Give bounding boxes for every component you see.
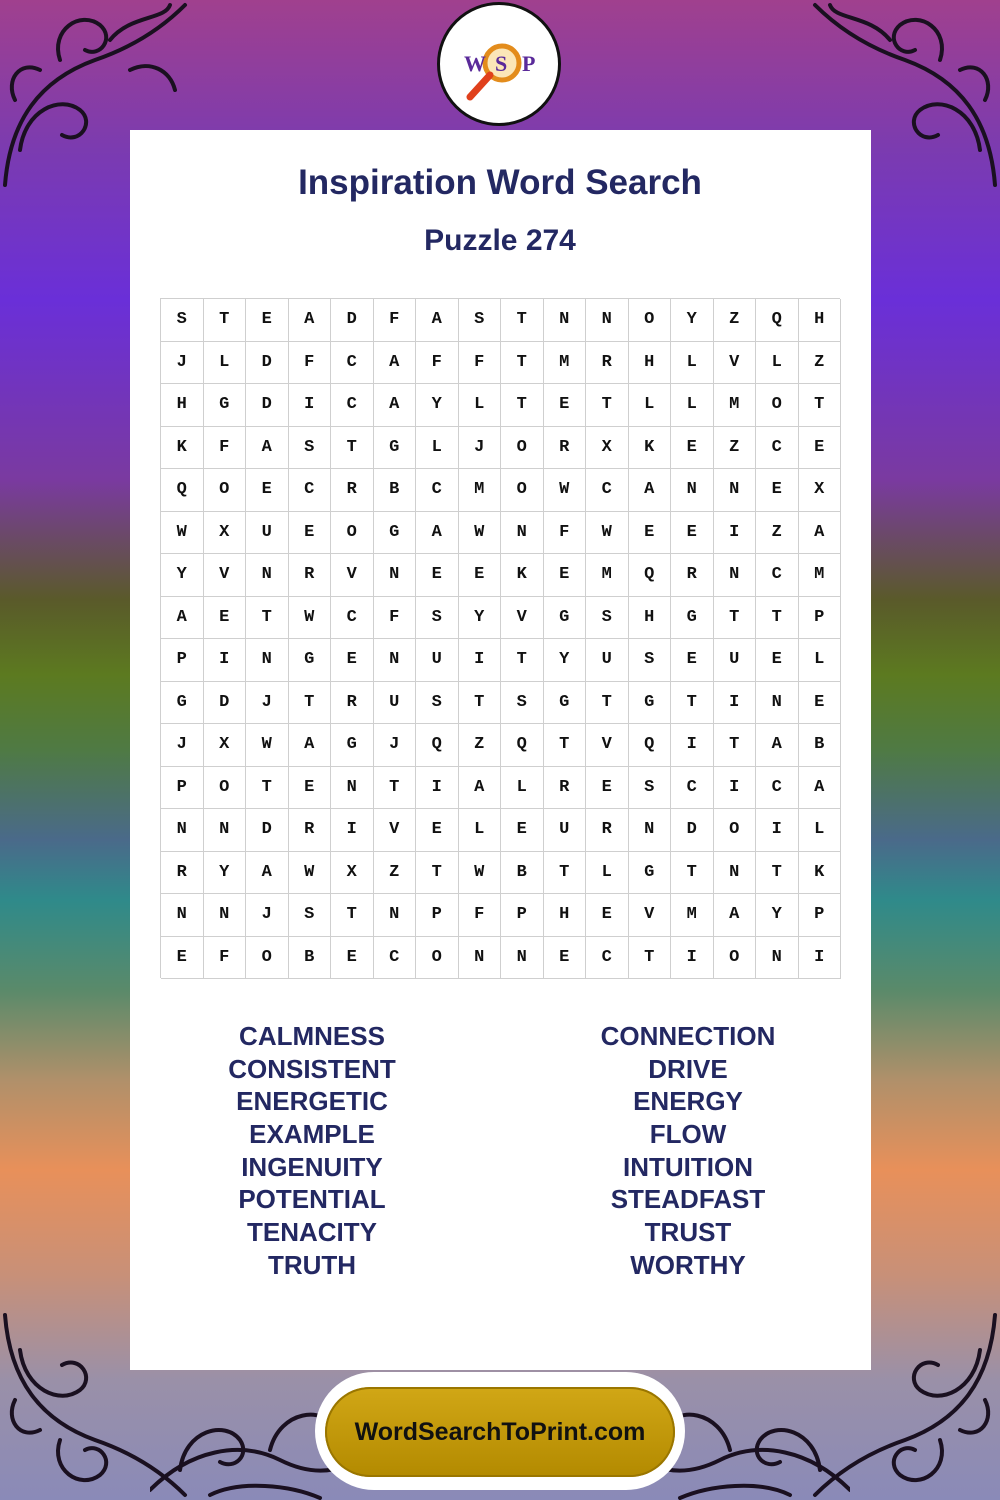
grid-cell[interactable]: C	[671, 767, 714, 810]
grid-cell[interactable]: E	[289, 512, 332, 555]
grid-cell[interactable]: R	[289, 554, 332, 597]
grid-cell[interactable]: M	[714, 384, 757, 427]
grid-cell[interactable]: I	[799, 937, 842, 980]
website-link-button[interactable]: WordSearchToPrint.com	[325, 1387, 675, 1477]
grid-cell[interactable]: S	[416, 597, 459, 640]
grid-cell[interactable]: I	[714, 767, 757, 810]
grid-cell[interactable]: L	[629, 384, 672, 427]
grid-cell[interactable]: G	[544, 682, 587, 725]
grid-cell[interactable]: N	[374, 894, 417, 937]
grid-cell[interactable]: G	[671, 597, 714, 640]
grid-cell[interactable]: M	[586, 554, 629, 597]
grid-cell[interactable]: A	[374, 384, 417, 427]
word-list-item: EXAMPLE	[249, 1119, 375, 1150]
grid-cell[interactable]: M	[671, 894, 714, 937]
grid-cell[interactable]: X	[331, 852, 374, 895]
grid-cell[interactable]: P	[416, 894, 459, 937]
grid-cell[interactable]: O	[629, 299, 672, 342]
grid-cell[interactable]: W	[289, 597, 332, 640]
grid-cell[interactable]: S	[459, 299, 502, 342]
grid-cell[interactable]: E	[586, 894, 629, 937]
grid-cell[interactable]: G	[161, 682, 204, 725]
grid-cell[interactable]: I	[671, 724, 714, 767]
grid-cell[interactable]: X	[204, 512, 247, 555]
logo-letter-s: S	[495, 51, 508, 76]
grid-cell[interactable]: N	[459, 937, 502, 980]
grid-cell[interactable]: T	[586, 682, 629, 725]
grid-cell[interactable]: E	[416, 809, 459, 852]
word-list-item: POTENTIAL	[238, 1184, 386, 1215]
grid-cell[interactable]: P	[161, 767, 204, 810]
grid-cell[interactable]: Q	[161, 469, 204, 512]
word-list-item: STEADFAST	[610, 1184, 766, 1215]
grid-cell[interactable]: S	[289, 894, 332, 937]
grid-cell[interactable]: W	[459, 512, 502, 555]
grid-cell[interactable]: Z	[714, 427, 757, 470]
grid-cell[interactable]: N	[714, 554, 757, 597]
word-list-item: CONSISTENT	[228, 1053, 396, 1084]
grid-cell[interactable]: R	[544, 767, 587, 810]
grid-cell[interactable]: T	[501, 342, 544, 385]
grid-cell[interactable]: E	[289, 767, 332, 810]
grid-cell[interactable]: O	[501, 469, 544, 512]
grid-cell[interactable]: Z	[799, 342, 842, 385]
logo-letter-p: P	[522, 51, 536, 76]
grid-cell[interactable]: L	[204, 342, 247, 385]
grid-cell[interactable]: S	[416, 682, 459, 725]
grid-cell[interactable]: V	[204, 554, 247, 597]
grid-cell[interactable]: T	[246, 597, 289, 640]
grid-cell[interactable]: Y	[416, 384, 459, 427]
grid-cell[interactable]: A	[416, 512, 459, 555]
grid-cell[interactable]: R	[544, 427, 587, 470]
grid-cell[interactable]: O	[501, 427, 544, 470]
word-list-item: DRIVE	[648, 1053, 728, 1084]
grid-cell[interactable]: C	[756, 554, 799, 597]
word-list-item: WORTHY	[630, 1249, 746, 1280]
grid-cell[interactable]: A	[374, 342, 417, 385]
grid-cell[interactable]: C	[586, 937, 629, 980]
grid-cell[interactable]: G	[289, 639, 332, 682]
grid-cell[interactable]: I	[756, 809, 799, 852]
grid-cell[interactable]: K	[161, 427, 204, 470]
grid-cell[interactable]: T	[714, 724, 757, 767]
logo-letter-w: W	[464, 51, 486, 76]
grid-cell[interactable]: A	[289, 299, 332, 342]
grid-cell[interactable]: W	[246, 724, 289, 767]
grid-cell[interactable]: H	[799, 299, 842, 342]
grid-cell[interactable]: G	[204, 384, 247, 427]
grid-cell[interactable]: A	[289, 724, 332, 767]
grid-cell[interactable]: A	[799, 767, 842, 810]
grid-cell[interactable]: H	[161, 384, 204, 427]
grid-cell[interactable]: A	[756, 724, 799, 767]
grid-cell[interactable]: W	[586, 512, 629, 555]
grid-cell[interactable]: Q	[629, 554, 672, 597]
grid-cell[interactable]: T	[586, 384, 629, 427]
grid-cell[interactable]: N	[501, 937, 544, 980]
grid-cell[interactable]: C	[756, 427, 799, 470]
grid-cell[interactable]: L	[501, 767, 544, 810]
grid-cell[interactable]: T	[671, 682, 714, 725]
grid-cell[interactable]: V	[586, 724, 629, 767]
grid-cell[interactable]: E	[586, 767, 629, 810]
grid-cell[interactable]: G	[331, 724, 374, 767]
grid-cell[interactable]: E	[671, 639, 714, 682]
grid-cell[interactable]: E	[246, 299, 289, 342]
grid-cell[interactable]: E	[501, 809, 544, 852]
grid-cell[interactable]: K	[501, 554, 544, 597]
grid-cell[interactable]: U	[416, 639, 459, 682]
grid-cell[interactable]: P	[161, 639, 204, 682]
grid-cell[interactable]: L	[671, 384, 714, 427]
grid-cell[interactable]: E	[204, 597, 247, 640]
grid-cell[interactable]: I	[671, 937, 714, 980]
grid-cell[interactable]: D	[204, 682, 247, 725]
grid-cell[interactable]: L	[799, 639, 842, 682]
grid-cell[interactable]: L	[799, 809, 842, 852]
grid-cell[interactable]: T	[331, 894, 374, 937]
grid-cell[interactable]: A	[161, 597, 204, 640]
grid-cell[interactable]: C	[416, 469, 459, 512]
word-list-item: TENACITY	[247, 1217, 377, 1248]
grid-cell[interactable]: Z	[374, 852, 417, 895]
grid-cell[interactable]: D	[246, 384, 289, 427]
grid-cell[interactable]: G	[629, 682, 672, 725]
grid-cell[interactable]: T	[289, 682, 332, 725]
grid-cell[interactable]: Y	[671, 299, 714, 342]
grid-cell[interactable]: B	[289, 937, 332, 980]
grid-cell[interactable]: W	[289, 852, 332, 895]
grid-cell[interactable]: D	[246, 809, 289, 852]
grid-cell[interactable]: N	[204, 894, 247, 937]
grid-cell[interactable]: E	[459, 554, 502, 597]
grid-cell[interactable]: T	[501, 299, 544, 342]
grid-cell[interactable]: C	[756, 767, 799, 810]
grid-cell[interactable]: R	[671, 554, 714, 597]
grid-cell[interactable]: C	[289, 469, 332, 512]
grid-cell[interactable]: A	[714, 894, 757, 937]
grid-cell[interactable]: F	[374, 299, 417, 342]
grid-cell[interactable]: N	[714, 852, 757, 895]
grid-cell[interactable]: E	[416, 554, 459, 597]
grid-cell[interactable]: L	[586, 852, 629, 895]
word-list-item: INGENUITY	[241, 1151, 383, 1182]
grid-cell[interactable]: F	[374, 597, 417, 640]
grid-cell[interactable]: W	[544, 469, 587, 512]
grid-cell[interactable]: I	[289, 384, 332, 427]
grid-cell[interactable]: Y	[756, 894, 799, 937]
grid-cell[interactable]: S	[501, 682, 544, 725]
grid-cell[interactable]: H	[629, 597, 672, 640]
grid-cell[interactable]: O	[204, 767, 247, 810]
grid-cell[interactable]: I	[714, 512, 757, 555]
grid-cell[interactable]: E	[799, 682, 842, 725]
grid-cell[interactable]: S	[289, 427, 332, 470]
grid-cell[interactable]: P	[799, 597, 842, 640]
grid-cell[interactable]: N	[331, 767, 374, 810]
grid-cell[interactable]: L	[756, 342, 799, 385]
grid-cell[interactable]: A	[459, 767, 502, 810]
grid-cell[interactable]: I	[331, 809, 374, 852]
grid-cell[interactable]: U	[586, 639, 629, 682]
word-list-item: CALMNESS	[239, 1021, 385, 1051]
grid-cell[interactable]: W	[459, 852, 502, 895]
grid-cell[interactable]: P	[501, 894, 544, 937]
grid-cell[interactable]: R	[331, 682, 374, 725]
grid-cell[interactable]: H	[544, 894, 587, 937]
grid-cell[interactable]: F	[204, 937, 247, 980]
grid-cell[interactable]: T	[629, 937, 672, 980]
grid-cell[interactable]: N	[161, 809, 204, 852]
grid-cell[interactable]: V	[331, 554, 374, 597]
grid-cell[interactable]: C	[374, 937, 417, 980]
grid-cell[interactable]: N	[501, 512, 544, 555]
grid-cell[interactable]: S	[161, 299, 204, 342]
grid-cell[interactable]: J	[374, 724, 417, 767]
grid-cell[interactable]: Y	[459, 597, 502, 640]
grid-cell[interactable]: G	[629, 852, 672, 895]
grid-cell[interactable]: J	[459, 427, 502, 470]
grid-cell[interactable]: I	[459, 639, 502, 682]
grid-cell[interactable]: C	[331, 384, 374, 427]
grid-cell[interactable]: A	[416, 299, 459, 342]
grid-cell[interactable]: L	[459, 384, 502, 427]
grid-cell[interactable]: Q	[501, 724, 544, 767]
grid-cell[interactable]: Y	[544, 639, 587, 682]
puzzle-number: Puzzle 274	[424, 224, 576, 257]
grid-cell[interactable]: T	[544, 852, 587, 895]
grid-cell[interactable]: G	[544, 597, 587, 640]
grid-cell[interactable]: P	[799, 894, 842, 937]
grid-cell[interactable]: N	[586, 299, 629, 342]
grid-cell[interactable]: R	[586, 342, 629, 385]
grid-cell[interactable]: E	[756, 639, 799, 682]
grid-cell[interactable]: J	[246, 894, 289, 937]
grid-cell[interactable]: V	[714, 342, 757, 385]
grid-cell[interactable]: B	[501, 852, 544, 895]
grid-cell[interactable]: F	[416, 342, 459, 385]
grid-cell[interactable]: F	[459, 342, 502, 385]
grid-cell[interactable]: M	[459, 469, 502, 512]
word-list-item: INTUITION	[623, 1151, 753, 1182]
grid-cell[interactable]: S	[586, 597, 629, 640]
grid-cell[interactable]: T	[671, 852, 714, 895]
grid-cell[interactable]: E	[331, 937, 374, 980]
grid-cell[interactable]: V	[629, 894, 672, 937]
grid-cell[interactable]: A	[246, 852, 289, 895]
grid-cell[interactable]: E	[671, 427, 714, 470]
grid-cell[interactable]: T	[756, 852, 799, 895]
grid-cell[interactable]: N	[714, 469, 757, 512]
grid-cell[interactable]: F	[544, 512, 587, 555]
grid-cell[interactable]: U	[374, 682, 417, 725]
grid-cell[interactable]: T	[714, 597, 757, 640]
grid-cell[interactable]: T	[501, 384, 544, 427]
grid-cell[interactable]: J	[161, 724, 204, 767]
word-list-right	[538, 1020, 838, 1282]
grid-cell[interactable]: E	[629, 512, 672, 555]
grid-cell[interactable]: I	[416, 767, 459, 810]
word-list-item: CONNECTION	[600, 1021, 776, 1051]
word-list-item: ENERGETIC	[236, 1086, 388, 1117]
grid-cell[interactable]: C	[586, 469, 629, 512]
grid-cell[interactable]: E	[544, 937, 587, 980]
grid-cell[interactable]: B	[374, 469, 417, 512]
grid-cell[interactable]: F	[289, 342, 332, 385]
grid-cell[interactable]: T	[246, 767, 289, 810]
grid-cell[interactable]: J	[161, 342, 204, 385]
grid-cell[interactable]: O	[714, 937, 757, 980]
site-logo[interactable]	[437, 2, 561, 126]
grid-cell[interactable]: T	[204, 299, 247, 342]
grid-cell[interactable]: E	[544, 384, 587, 427]
grid-cell[interactable]: E	[799, 427, 842, 470]
grid-cell[interactable]: T	[501, 639, 544, 682]
grid-cell[interactable]: E	[544, 554, 587, 597]
grid-cell[interactable]: F	[204, 427, 247, 470]
grid-cell[interactable]: Q	[416, 724, 459, 767]
grid-cell[interactable]: Y	[204, 852, 247, 895]
grid-cell[interactable]: O	[756, 384, 799, 427]
grid-cell[interactable]: A	[799, 512, 842, 555]
page-title: Inspiration Word Search	[298, 163, 702, 202]
grid-cell[interactable]: W	[161, 512, 204, 555]
grid-cell[interactable]: Q	[629, 724, 672, 767]
grid-cell[interactable]: E	[756, 469, 799, 512]
grid-cell[interactable]: R	[331, 469, 374, 512]
grid-cell[interactable]: N	[544, 299, 587, 342]
grid-cell[interactable]: O	[246, 937, 289, 980]
word-list-left	[162, 1020, 462, 1282]
grid-cell[interactable]: O	[416, 937, 459, 980]
grid-cell[interactable]: R	[586, 809, 629, 852]
grid-cell[interactable]: D	[331, 299, 374, 342]
grid-cell[interactable]: O	[331, 512, 374, 555]
grid-cell[interactable]: I	[204, 639, 247, 682]
grid-cell[interactable]: S	[629, 767, 672, 810]
grid-cell[interactable]: C	[331, 342, 374, 385]
grid-cell[interactable]: U	[544, 809, 587, 852]
grid-cell[interactable]: E	[246, 469, 289, 512]
grid-cell[interactable]: O	[204, 469, 247, 512]
grid-cell[interactable]: X	[204, 724, 247, 767]
grid-cell[interactable]: N	[161, 894, 204, 937]
word-list-item: TRUTH	[267, 1249, 357, 1280]
grid-cell[interactable]: Q	[756, 299, 799, 342]
grid-cell[interactable]: E	[331, 639, 374, 682]
grid-cell[interactable]: N	[374, 554, 417, 597]
grid-cell[interactable]: T	[799, 384, 842, 427]
grid-cell[interactable]: T	[756, 597, 799, 640]
grid-cell[interactable]: D	[671, 809, 714, 852]
grid-cell[interactable]: T	[416, 852, 459, 895]
grid-cell[interactable]: B	[799, 724, 842, 767]
grid-cell[interactable]: F	[459, 894, 502, 937]
grid-cell[interactable]: E	[161, 937, 204, 980]
grid-cell[interactable]: X	[799, 469, 842, 512]
grid-cell[interactable]: O	[714, 809, 757, 852]
magnifier-icon	[440, 5, 558, 123]
grid-cell[interactable]: U	[714, 639, 757, 682]
grid-cell[interactable]: L	[416, 427, 459, 470]
grid-cell[interactable]: A	[629, 469, 672, 512]
grid-cell[interactable]: G	[374, 512, 417, 555]
grid-cell[interactable]: C	[331, 597, 374, 640]
grid-cell[interactable]: G	[374, 427, 417, 470]
grid-cell[interactable]: N	[756, 682, 799, 725]
grid-cell[interactable]: N	[756, 937, 799, 980]
grid-cell[interactable]: T	[331, 427, 374, 470]
grid-cell[interactable]: T	[544, 724, 587, 767]
grid-cell[interactable]: X	[586, 427, 629, 470]
grid-cell[interactable]: N	[629, 809, 672, 852]
grid-cell[interactable]: U	[246, 512, 289, 555]
grid-cell[interactable]: M	[799, 554, 842, 597]
word-list-item: ENERGY	[633, 1086, 743, 1117]
grid-cell[interactable]: D	[246, 342, 289, 385]
grid-cell[interactable]: M	[544, 342, 587, 385]
grid-cell[interactable]: I	[714, 682, 757, 725]
grid-cell[interactable]: N	[246, 639, 289, 682]
grid-cell[interactable]: A	[246, 427, 289, 470]
grid-cell[interactable]: V	[501, 597, 544, 640]
grid-cell[interactable]: H	[629, 342, 672, 385]
grid-cell[interactable]: Z	[756, 512, 799, 555]
grid-cell[interactable]: T	[374, 767, 417, 810]
grid-cell[interactable]: J	[246, 682, 289, 725]
grid-cell[interactable]: T	[459, 682, 502, 725]
word-list-item: TRUST	[644, 1217, 732, 1248]
grid-cell[interactable]: L	[671, 342, 714, 385]
letter-grid	[160, 298, 840, 978]
word-list-item: FLOW	[649, 1119, 727, 1150]
grid-cell[interactable]: N	[374, 639, 417, 682]
grid-cell[interactable]: V	[374, 809, 417, 852]
grid-cell[interactable]: S	[629, 639, 672, 682]
grid-cell[interactable]: K	[799, 852, 842, 895]
grid-cell[interactable]: Z	[459, 724, 502, 767]
grid-cell[interactable]: E	[671, 512, 714, 555]
grid-cell[interactable]: N	[204, 809, 247, 852]
grid-cell[interactable]: K	[629, 427, 672, 470]
grid-cell[interactable]: N	[246, 554, 289, 597]
grid-cell[interactable]: R	[161, 852, 204, 895]
grid-cell[interactable]: L	[459, 809, 502, 852]
grid-cell[interactable]: Y	[161, 554, 204, 597]
grid-cell[interactable]: N	[671, 469, 714, 512]
grid-cell[interactable]: Z	[714, 299, 757, 342]
grid-cell[interactable]: R	[289, 809, 332, 852]
